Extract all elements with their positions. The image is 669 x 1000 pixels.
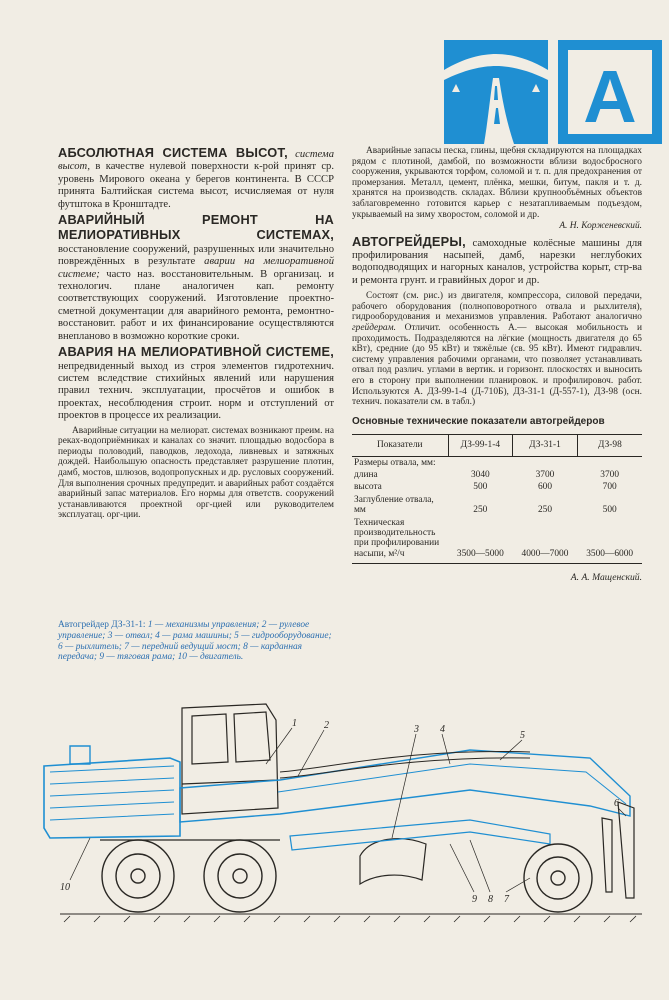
table-cell: 3500—5000 <box>448 517 513 564</box>
table-cell: 250 <box>473 505 488 516</box>
callout-label: 9 <box>472 894 477 905</box>
entry-text: самоходные колёсные машины для профилирования насыпей, дамб, нарезки неглубоких водоподводящих и нагорных каналов, устройства корыт, стр-ва и ремонта грунт. и гравийных дорог и др. <box>352 237 642 286</box>
table-cell: 3700 <box>535 469 555 480</box>
table-cell: 250 <box>537 505 553 516</box>
entry-small-text-part: Состоят (см. рис.) из двигателя, компрессора, силовой передачи, рабочего оборудования (полноповоротного отвала и рыхлителя), гидрооборудования и механизмов управления. Работают аналогично <box>352 291 642 323</box>
callout-label: 5 <box>520 730 525 741</box>
entry-accident <box>58 345 334 422</box>
entry-text: восстановление сооружений, разрушенных или значительно повреждённых в результате <box>58 243 334 268</box>
figure-caption-title: Автогрейдер ДЗ-31-1: <box>58 620 146 630</box>
left-column <box>58 146 334 521</box>
table-cell: 3500—6000 <box>577 517 642 564</box>
table-cell-label: Размеры отвала, мм: <box>354 457 436 468</box>
table-header-cell: Показатели <box>352 435 448 456</box>
motor-grader-drawing <box>30 688 642 950</box>
entry-term: АВАРИЙНЫЙ РЕМОНТ НА МЕЛИОРАТИВНЫХ СИСТЕМАХ, <box>58 212 334 243</box>
table-cell-label: высота <box>354 482 382 493</box>
entry-continuation: Аварийные запасы песка, глины, щебня складируются на площадках рядом с плотиной, дамбой, по возможности вблизи водосбросного сооружения, укрываются торфом, соломой и т. п. для предохранения от промерзания. Металл, цемент, плёнка, мешки, битум, пакля и т. д. хранятся на производств. складах. Вблизи крупнообъёмных объектов заблаговременно готовится карьер с незатапливаемым подъездом, укрываемый на зиму хворостом, соломой и др. <box>352 146 642 220</box>
table-author: А. А. Мащенский. <box>570 572 642 584</box>
entry-term: АВАРИЯ НА МЕЛИОРАТИВНОЙ СИСТЕМЕ, <box>58 344 334 360</box>
callout-label: 8 <box>488 894 493 905</box>
specs-table <box>352 434 642 564</box>
table-cell: 3040 <box>470 469 490 480</box>
table-row <box>352 481 642 493</box>
callout-label: 4 <box>440 724 445 735</box>
table-cell <box>577 456 642 469</box>
table-row <box>352 517 642 564</box>
table-row <box>352 469 642 481</box>
entry-text: в качестве нулевой поверхности к-рой принят ср. уровень Мирового океана у берегов континента. В СССР принята Балтийская система высот, исчисляемая от нуля футштока в Кронштадте. <box>58 161 334 210</box>
entry-term: АБСОЛЮТНАЯ СИСТЕМА ВЫСОТ, <box>58 145 288 160</box>
entry-term: АВТОГРЕЙДЕРЫ, <box>352 233 466 249</box>
header-letter: А <box>583 55 637 138</box>
figure-caption-text: 1 — механизмы управления; 2 — рулевое управление; 3 — отвал; 4 — рама машины; 5 — гидрооборудование; 6 — рыхлитель; 7 — передний ведущий мост; 8 — карданная передача; 9 — тяговая рама; 10 — двигатель. <box>58 620 332 663</box>
entry-text: непредвиденный выход из строя элементов гидротехнич. систем вследствие стихийных явлений или нарушения правил технич. эксплуатации, просчётов и ошибок в проектах, несоблюдения строит. норм и отступлений от проектов в процессе их реализации. <box>58 360 334 422</box>
callout-label: 1 <box>292 718 297 729</box>
callout-label: 6 <box>614 798 619 809</box>
entry-small-text <box>352 291 642 408</box>
entry-emergency-repair <box>58 213 334 343</box>
road-sign-icon <box>444 40 548 144</box>
table-cell: 500 <box>602 505 617 516</box>
right-column <box>352 146 642 585</box>
table-cell <box>448 456 513 469</box>
table-cell: 500 <box>473 482 488 493</box>
entry-author: А. Н. Корженевский. <box>559 221 642 232</box>
letter-a-icon <box>558 40 662 144</box>
entry-synonym: система высот, <box>58 149 334 173</box>
figure-caption <box>58 620 334 663</box>
entry-small-text-part: Отличит. особенность А.— высокая мобильность и проходимость. Подразделяются на лёгкие (мощность двигателя до 65 кВт), средние (до 95 кВт) и тяжёлые (св. 95 кВт). Имеют гидравлич. систему управления рабочими органами, что позволяет устанавливать отвал под различ. углами в вертик. и горизонт. плоскостях и выносить его в сторону при выполнении планировок. и профилировоч. работ. Используются А. ДЗ-99-1-4 (Д-710Б), ДЗ-31-1 (Д-557-1), ДЗ-98 (осн. технич. показатели см. в табл.) <box>352 322 642 408</box>
table-cell: 3700 <box>600 469 620 480</box>
entry-text: часто наз. восстановительным. В организац. и технологич. плане аналогичен кап. ремонту соответствующих сооружений. Изготовление проектно-сметной документации для аварийного ремонта, ремонтно-восстановит. работ и их финансирование осуществляются внепланово в возможно короткие сроки. <box>58 268 334 342</box>
entry-cross-reference: аварии на мелиоративной системе; <box>58 256 334 280</box>
callout-label: 10 <box>60 882 70 893</box>
table-cell: 700 <box>602 482 617 493</box>
table-header-cell: ДЗ-98 <box>577 435 642 456</box>
table-cell-label: длина <box>354 469 378 480</box>
callout-label: 2 <box>324 720 329 731</box>
entry-cross-reference: грейдерам. <box>352 322 396 333</box>
table-header-cell: ДЗ-99-1-4 <box>448 435 513 456</box>
table-cell: 4000—7000 <box>513 517 578 564</box>
callout-label: 7 <box>504 894 509 905</box>
table-header-cell: ДЗ-31-1 <box>513 435 578 456</box>
table-row <box>352 494 642 517</box>
entry-motor-graders <box>352 235 642 288</box>
table-cell <box>513 456 578 469</box>
table-cell-label: Заглубление отвала, мм <box>354 494 434 516</box>
entry-absolute-heights <box>58 146 334 211</box>
table-cell-label: Техническая производительность при профилировании насыпи, м²/ч <box>352 517 448 564</box>
table-title: Основные технические показатели автогрейдеров <box>352 415 605 427</box>
table-row <box>352 456 642 469</box>
table-cell: 600 <box>537 482 553 493</box>
table-header-row <box>352 435 642 456</box>
entry-small-text: Аварийные ситуации на мелиорат. системах возникают преим. на реках-водоприёмниках и каналах со значит. площадью водосбора в периоды половодий, паводков, ледохода, ливневых и затяжных дождей. Наибольшую опасность представляет разрушение плотин, дамб, мостов, шлюзов, водопропускных и др. русловых сооружений. Для выполнения срочных предупредит. и аварийных работ создаётся аварийный запас материалов. Его нормы для ответств. сооружений устанавливаются проектной орг-цией или руководителем эксплуатац. орг-ции. <box>58 425 334 521</box>
callout-label: 3 <box>414 724 419 735</box>
